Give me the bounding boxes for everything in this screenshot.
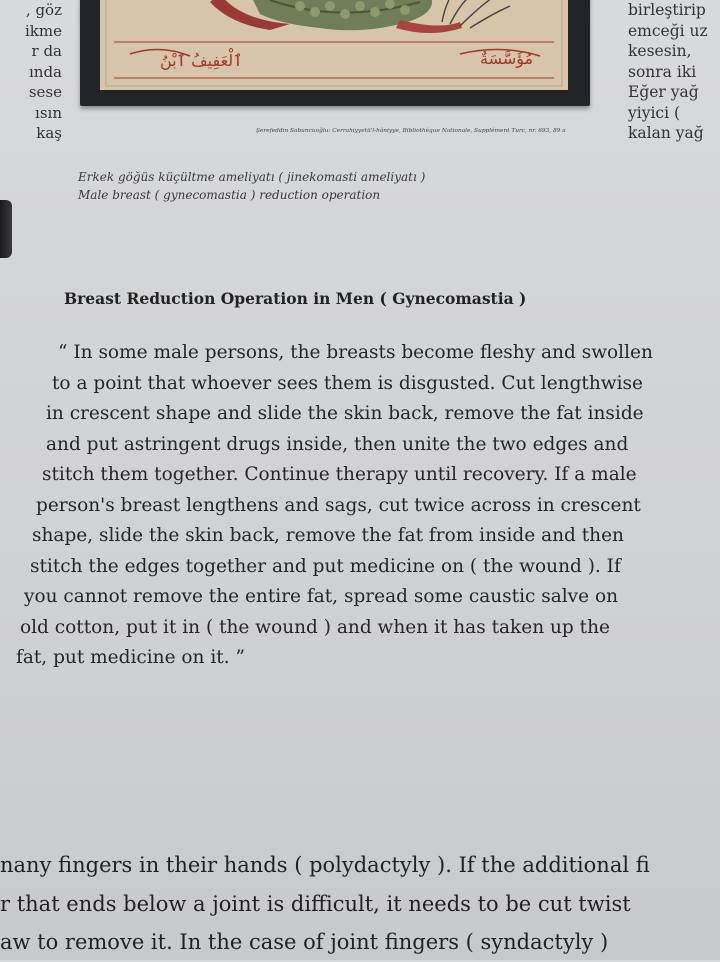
right-column-line: Eğer yağ — [628, 83, 699, 101]
right-column-line: kalan yağ — [628, 124, 704, 142]
right-column-line: birleştirip — [628, 1, 706, 19]
quote-line: and put astringent drugs inside, then unite the two edges and — [46, 433, 629, 455]
manuscript-illustration — [100, 0, 568, 90]
quote-line: to a point that whoever sees them is disgusted. Cut lengthwise — [52, 372, 643, 394]
quote-line: shape, slide the skin back, remove the fat from inside and then — [32, 525, 624, 546]
right-column-text — [628, 0, 720, 144]
left-shadow-object — [0, 200, 12, 258]
figure-caption — [78, 168, 425, 204]
left-column-line: sese — [28, 83, 62, 101]
left-column-line: kaş — [36, 124, 62, 142]
left-column-line: , göz — [25, 1, 62, 19]
bottom-line: aw to remove it. In the case of joint fingers ( syndactyly ) — [0, 930, 609, 954]
caption-turkish: Erkek göğüs küçültme ameliyatı ( jinekomasti ameliyatı ) — [78, 170, 426, 184]
caption-english: Male breast ( gynecomastia ) reduction operation — [78, 188, 381, 202]
left-column-text — [0, 0, 62, 144]
quote-line: fat, put medicine on it. ” — [16, 647, 245, 668]
calligraphy-left: ٱلْعَفِيفُ ٱبْنُ — [160, 51, 243, 70]
right-column-line: yiyici ( — [628, 103, 681, 122]
quote-line: stitch them together. Continue therapy until recovery. If a male — [42, 464, 637, 485]
bottom-text-block — [0, 846, 720, 962]
image-credit: Şerefeddin Sabuncuoğlu: Cerrahiyyetü'l-hâniyye, Bibliothèque Nationale, Supplément Turc, nr. 693, 89 a — [256, 128, 566, 134]
bottom-line: nany fingers in their hands ( polydactyly ). If the additional fi — [0, 853, 650, 877]
right-column-line: kesesin, — [628, 42, 692, 60]
left-column-line: ikme — [25, 21, 62, 40]
left-column-line: r da — [31, 42, 62, 60]
quote-line: you cannot remove the entire fat, spread some caustic salve on — [24, 586, 618, 607]
left-column-line: ında — [28, 62, 62, 81]
quote-line: person's breast lengthens and sags, cut twice across in crescent — [36, 494, 641, 516]
left-column-line: ısın — [35, 103, 62, 122]
section-heading: Breast Reduction Operation in Men ( Gynecomastia ) — [64, 289, 527, 308]
calligraphy-right: مُؤَسَّسَةٌ — [480, 49, 534, 68]
right-column-line: emceği uz — [628, 21, 708, 40]
bottom-line: r that ends below a joint is difficult, it needs to be cut twist — [0, 891, 631, 916]
quote-line: “ In some male persons, the breasts become fleshy and swollen — [58, 342, 653, 363]
quote-block — [16, 338, 720, 674]
manuscript-illustration-drawing — [100, 0, 568, 90]
quote-line: old cotton, put it in ( the wound ) and when it has taken up the — [20, 616, 610, 638]
quote-line: stitch the edges together and put medicine on ( the wound ). If — [30, 555, 621, 577]
quote-line: in crescent shape and slide the skin back, remove the fat inside — [46, 403, 644, 424]
right-column-line: sonra iki — [628, 62, 697, 81]
